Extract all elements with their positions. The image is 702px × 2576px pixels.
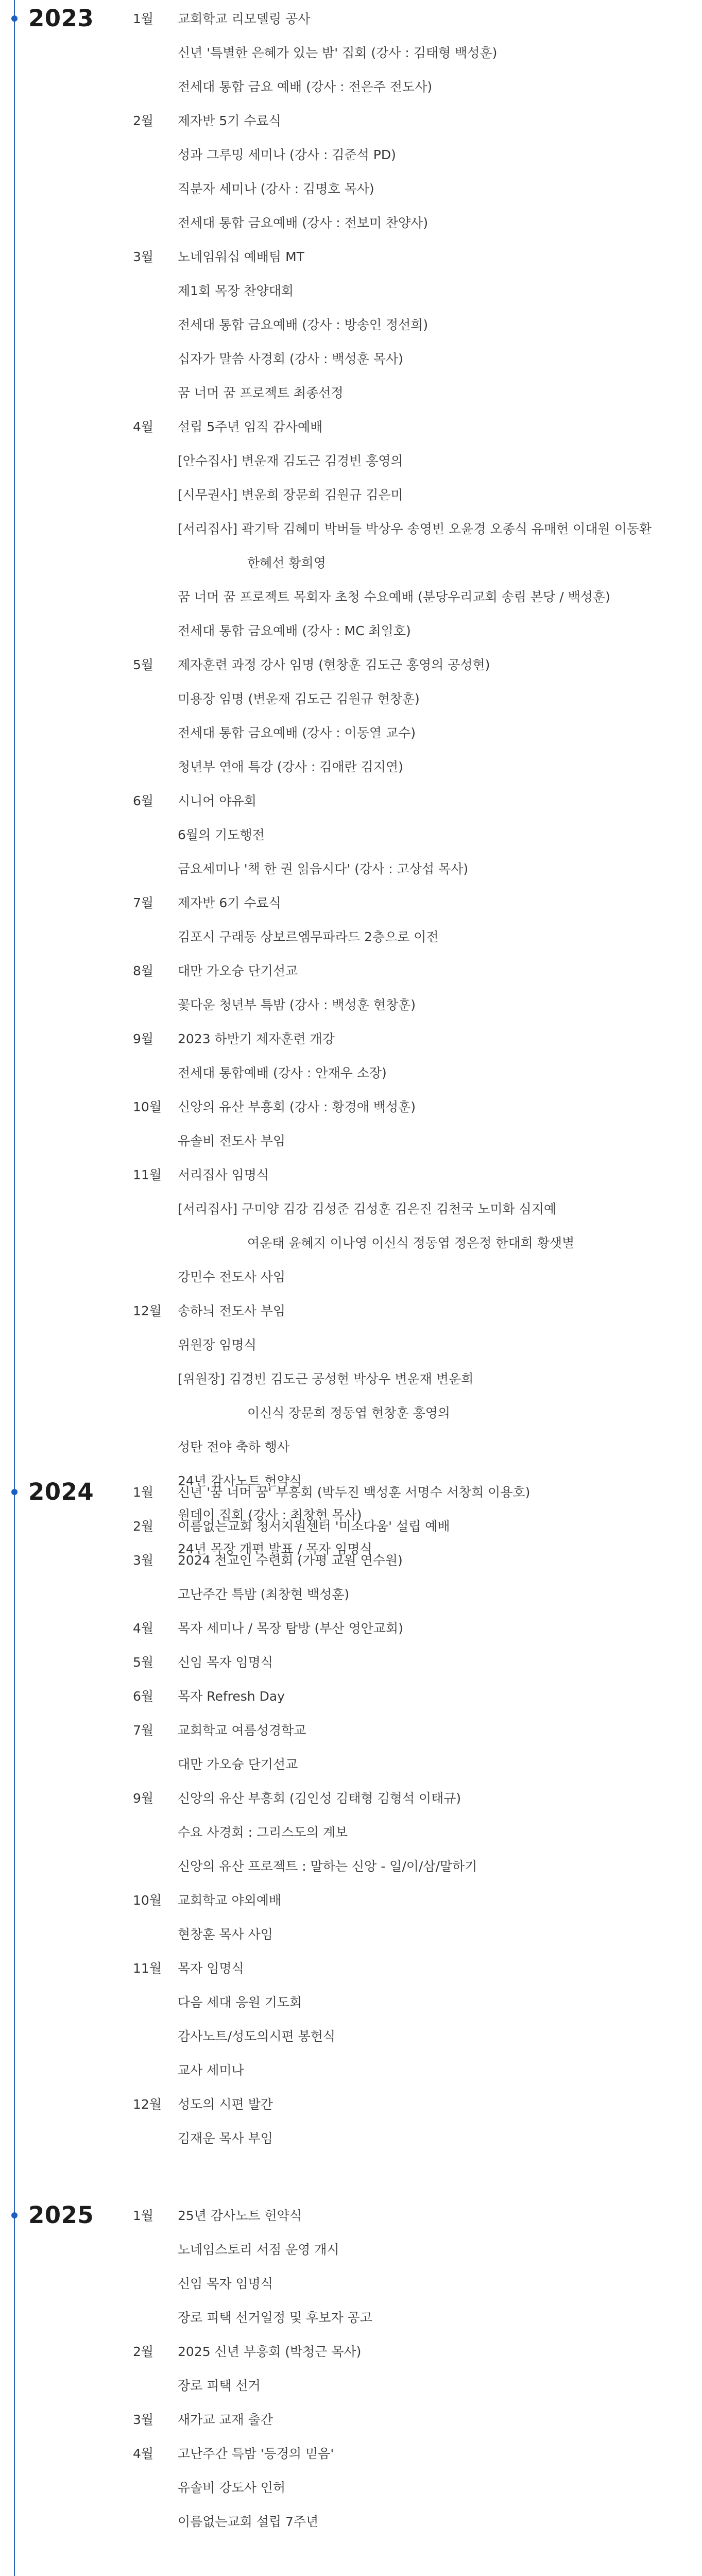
month-group	[0, 1158, 702, 1294]
month-label: 7월	[133, 895, 154, 910]
event-entry: 대만 가오슝 단기선교	[178, 1757, 298, 1772]
event-entry: 전세대 통합 금요예배 (강사 : 이동열 교수)	[178, 725, 416, 740]
event-entry: 성도의 시편 발간	[178, 2097, 273, 2112]
month-group	[0, 1090, 702, 1158]
event-entry: 제자반 6기 수료식	[178, 895, 281, 910]
month-label: 2월	[133, 2344, 154, 2359]
month-label: 4월	[133, 2446, 154, 2461]
event-entry: 전세대 통합 금요예배 (강사 : 방송인 정선희)	[178, 317, 429, 332]
event-entry: 2024 전교인 수련회 (가평 교원 연수원)	[178, 1553, 403, 1568]
month-group	[0, 1544, 702, 1612]
event-entry: 24년 감사노트 헌약식	[178, 1473, 302, 1488]
event-entry: [서리집사] 곽기탁 김혜미 박버들 박상우 송영빈 오윤경 오종식 유매헌 이대원 이동환	[178, 521, 652, 536]
month-group	[0, 1680, 702, 1714]
year-heading: 2023	[28, 5, 94, 32]
month-list	[0, 2199, 702, 2539]
month-label: 4월	[133, 419, 154, 434]
event-entry: 장로 피택 선거일정 및 후보자 공고	[178, 2310, 372, 2325]
event-entry: 전세대 통합 금요예배 (강사 : 전보미 찬양사)	[178, 215, 429, 230]
month-label: 1월	[133, 11, 154, 26]
event-entry: 고난주간 특밤 '등경의 믿음'	[178, 2446, 334, 2461]
month-group	[0, 240, 702, 410]
event-entry: 금요세미나 '책 한 권 읽읍시다' (강사 : 고상섭 목사)	[178, 861, 469, 876]
month-group	[0, 1884, 702, 1952]
event-entry: 서리집사 임명식	[178, 1167, 269, 1182]
month-group	[0, 1952, 702, 2088]
event-entry: 원데이 집회 (강사 : 최창현 목사)	[178, 1507, 362, 1522]
event-entry: 직분자 세미나 (강사 : 김명호 목사)	[178, 181, 374, 196]
month-label: 11월	[133, 1167, 162, 1182]
event-entry: 제자반 5기 수료식	[178, 113, 281, 128]
month-group	[0, 2437, 702, 2539]
event-entry: 고난주간 특밤 (최창현 백성훈)	[178, 1587, 350, 1602]
event-entry: 목자 세미나 / 목장 탐방 (부산 영안교회)	[178, 1621, 403, 1636]
event-entry: 십자가 말씀 사경회 (강사 : 백성훈 목사)	[178, 351, 403, 366]
event-entry: 유솔비 강도사 인허	[178, 2480, 286, 2495]
event-entry: 이름없는교회 청서지원센터 '미소다움' 설립 예배	[178, 1519, 450, 1534]
event-entry-continuation: 이신식 장문희 정동엽 현창훈 홍영의	[247, 1405, 451, 1420]
month-label: 3월	[133, 2412, 154, 2427]
event-entry: [안수집사] 변운재 김도근 김경빈 홍영의	[178, 453, 403, 468]
event-entry: 신앙의 유산 부흥회 (강사 : 황경애 백성훈)	[178, 1099, 416, 1114]
event-entry: 성탄 전야 축하 행사	[178, 1439, 290, 1454]
month-label: 1월	[133, 1485, 154, 1500]
event-entry: 위원장 임명식	[178, 1337, 256, 1352]
month-list	[0, 2, 702, 1566]
event-entry: 청년부 연애 특강 (강사 : 김애란 김지연)	[178, 759, 403, 774]
year-heading: 2025	[28, 2201, 94, 2229]
month-group	[0, 2335, 702, 2403]
month-label: 7월	[133, 1723, 154, 1738]
event-entry: 새가교 교재 출간	[178, 2412, 273, 2427]
month-group	[0, 1022, 702, 1090]
event-entry: 전세대 통합 금요예배 (강사 : MC 최일호)	[178, 623, 411, 638]
month-label: 9월	[133, 1031, 154, 1046]
month-group	[0, 2403, 702, 2437]
month-group	[0, 2, 702, 104]
month-group	[0, 1476, 702, 1510]
month-label: 6월	[133, 793, 154, 808]
month-group	[0, 1646, 702, 1680]
event-entry: 유솔비 전도사 부임	[178, 1133, 286, 1148]
event-entry: 6월의 기도행전	[178, 827, 265, 842]
event-entry: 시니어 야유회	[178, 793, 256, 808]
event-entry: 교회학교 여름성경학교	[178, 1723, 306, 1738]
event-entry: 노네임스토리 서점 운영 개시	[178, 2242, 339, 2257]
year-heading: 2024	[28, 1478, 94, 1505]
month-group	[0, 648, 702, 784]
month-label: 4월	[133, 1621, 154, 1636]
month-label: 5월	[133, 657, 154, 672]
event-entry: 대만 가오슝 단기선교	[178, 963, 298, 978]
event-entry: 다음 세대 응원 기도회	[178, 1995, 302, 2010]
event-entry: 제자훈련 과정 강사 임명 (현창훈 김도근 홍영의 공성현)	[178, 657, 490, 672]
event-entry: 감사노트/성도의시편 봉헌식	[178, 2029, 336, 2044]
month-group	[0, 410, 702, 648]
event-entry: 목자 임명식	[178, 1961, 244, 1976]
month-label: 12월	[133, 2097, 162, 2112]
event-entry: 교사 세미나	[178, 2063, 244, 2078]
event-entry: 목자 Refresh Day	[178, 1689, 285, 1704]
event-entry: 2025 신년 부흥회 (박청근 목사)	[178, 2344, 362, 2359]
event-entry: 전세대 통합예배 (강사 : 안재우 소장)	[178, 1065, 387, 1080]
month-group	[0, 2199, 702, 2335]
month-label: 3월	[133, 1553, 154, 1568]
month-group	[0, 1714, 702, 1782]
month-label: 1월	[133, 2208, 154, 2223]
month-group	[0, 886, 702, 954]
event-entry: 꽃다운 청년부 특밤 (강사 : 백성훈 현창훈)	[178, 997, 416, 1012]
event-entry: 꿈 너머 꿈 프로젝트 목회자 초청 수요예배 (분당우리교회 송림 본당 / 백성훈)	[178, 589, 610, 604]
event-entry: 이름없는교회 설립 7주년	[178, 2514, 319, 2529]
event-entry: 신임 목자 임명식	[178, 2276, 273, 2291]
month-group	[0, 784, 702, 886]
event-entry: [위원장] 김경빈 김도근 공성현 박상우 변운재 변운희	[178, 1371, 474, 1386]
event-entry: 수요 사경회 : 그리스도의 계보	[178, 1825, 348, 1840]
event-entry-continuation: 한혜선 황희영	[247, 555, 326, 570]
event-entry: 2023 하반기 제자훈련 개강	[178, 1031, 335, 1046]
event-entry: 미용장 임명 (변운재 김도근 김원규 현창훈)	[178, 691, 420, 706]
event-entry: 신앙의 유산 프로젝트 : 말하는 신앙 - 일/이/삼/말하기	[178, 1859, 477, 1874]
month-list	[0, 1476, 702, 2156]
month-label: 2월	[133, 1519, 154, 1534]
event-entry: 교회학교 야외예배	[178, 1893, 282, 1908]
event-entry: 교회학교 리모델링 공사	[178, 11, 311, 26]
event-entry: 송하늬 전도사 부임	[178, 1303, 286, 1318]
event-entry: 김포시 구래동 상보르엠무파라드 2층으로 이전	[178, 929, 439, 944]
month-group	[0, 954, 702, 1022]
month-label: 11월	[133, 1961, 162, 1976]
event-entry: 설립 5주년 임직 감사예배	[178, 419, 323, 434]
event-entry: 성과 그루밍 세미나 (강사 : 김준석 PD)	[178, 147, 396, 162]
month-label: 9월	[133, 1791, 154, 1806]
event-entry: 강민수 전도사 사임	[178, 1269, 286, 1284]
event-entry: 제1회 목장 찬양대회	[178, 283, 294, 298]
event-entry: 김재운 목사 부임	[178, 2131, 273, 2146]
month-group	[0, 1612, 702, 1646]
month-label: 5월	[133, 1655, 154, 1670]
event-entry: 신임 목자 임명식	[178, 1655, 273, 1670]
month-label: 2월	[133, 113, 154, 128]
event-entry: 전세대 통합 금요 예배 (강사 : 전은주 전도사)	[178, 79, 433, 94]
month-group	[0, 1510, 702, 1544]
month-label: 8월	[133, 963, 154, 978]
event-entry: 24년 목장 개편 발표 / 목자 임명식	[178, 1541, 372, 1556]
event-entry: [시무권사] 변운희 장문희 김원규 김은미	[178, 487, 403, 502]
event-entry: 현창훈 목사 사임	[178, 1927, 273, 1942]
month-label: 10월	[133, 1893, 162, 1908]
month-group	[0, 104, 702, 240]
event-entry: 신앙의 유산 부흥회 (김인성 김태형 김형석 이태규)	[178, 1791, 461, 1806]
month-label: 12월	[133, 1303, 162, 1318]
event-entry: 꿈 너머 꿈 프로젝트 최종선정	[178, 385, 344, 400]
event-entry: 25년 감사노트 헌약식	[178, 2208, 302, 2223]
event-entry: 신년 '특별한 은혜가 있는 밤' 집회 (강사 : 김태형 백성훈)	[178, 45, 498, 60]
event-entry-continuation: 여운태 윤혜지 이나영 이신식 정동엽 정은정 한대희 황샛별	[247, 1235, 575, 1250]
event-entry: 장로 피택 선거	[178, 2378, 261, 2393]
month-label: 3월	[133, 249, 154, 264]
month-label: 10월	[133, 1099, 162, 1114]
month-group	[0, 2088, 702, 2156]
month-label: 6월	[133, 1689, 154, 1704]
month-group	[0, 1782, 702, 1884]
event-entry: 노네임워십 예배팀 MT	[178, 249, 304, 264]
event-entry: 신년 '꿈 너머 꿈' 부흥회 (박두진 백성훈 서명수 서창희 이용호)	[178, 1485, 530, 1500]
event-entry: [서리집사] 구미양 김강 김성준 김성훈 김은진 김천국 노미화 심지예	[178, 1201, 557, 1216]
